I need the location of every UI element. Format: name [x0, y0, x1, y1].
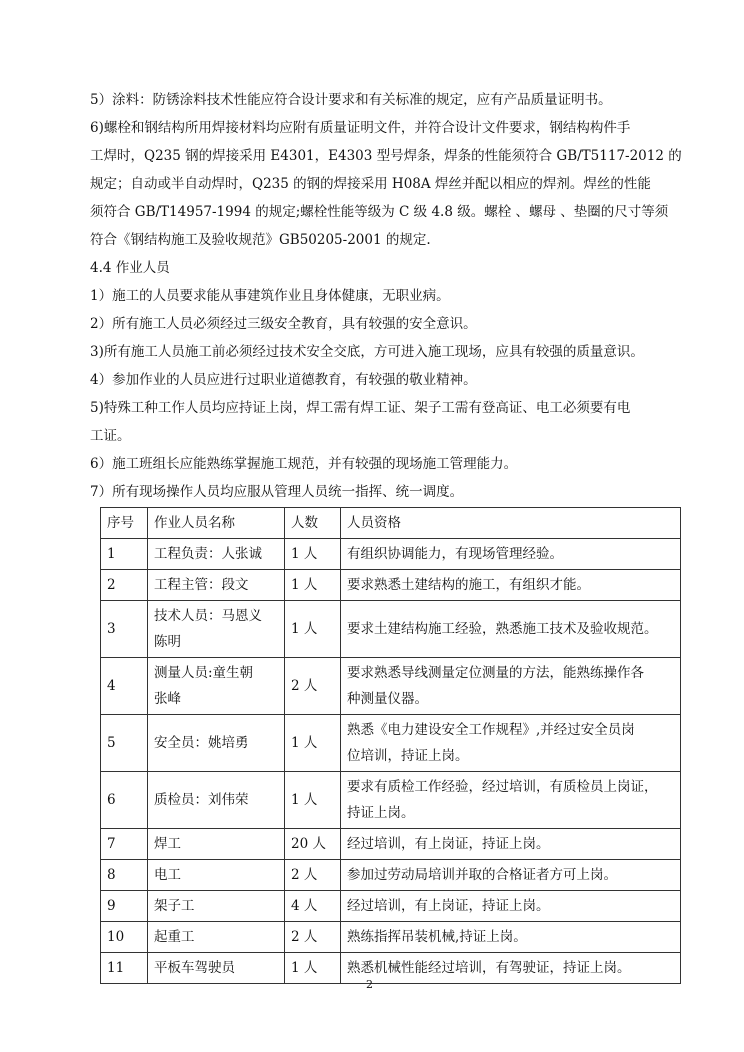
role-name-cell-line: 起重工: [154, 929, 195, 945]
role-name-cell-line: 安全员：姚培勇: [154, 735, 249, 751]
header-cell: 人数: [285, 508, 341, 539]
text-line: 3)所有施工人员施工前必须经过技术安全交底，方可进入施工现场，应具有较强的质量意识。: [90, 344, 644, 360]
paragraph: [90, 340, 700, 368]
headcount-cell: 1 人: [285, 772, 341, 829]
paragraph: [90, 284, 700, 312]
role-name-cell: [148, 601, 285, 658]
paragraph: [90, 452, 700, 480]
text-line: 符合《钢结构施工及验收规范》GB50205-2001 的规定.: [90, 232, 431, 248]
headcount-cell: 1 人: [285, 570, 341, 601]
paragraph: [90, 368, 700, 396]
role-name-cell-line: 工程负责：人张诚: [154, 546, 262, 562]
qualification-cell-line: 位培训，持证上岗。: [347, 748, 469, 764]
headcount-cell: 2 人: [285, 658, 341, 715]
table-row: [101, 829, 681, 860]
text-line: 2）所有施工人员必须经过三级安全教育，具有较强的安全意识。: [90, 316, 477, 332]
headcount-cell: 20 人: [285, 829, 341, 860]
role-name-cell-line: 陈明: [154, 634, 181, 650]
header-cell: 作业人员名称: [148, 508, 285, 539]
qualification-cell: [341, 891, 681, 922]
headcount-cell: 1 人: [285, 539, 341, 570]
qualification-cell: [341, 658, 681, 715]
table-row: [101, 860, 681, 891]
qualification-cell-line: 熟悉《电力建设安全工作规程》,并经过安全员岗: [347, 722, 635, 738]
section-heading: [90, 256, 700, 284]
header-cell: 人员资格: [341, 508, 681, 539]
qualification-cell: [341, 829, 681, 860]
headcount-cell: 1 人: [285, 715, 341, 772]
text-line: 1）施工的人员要求能从事建筑作业且身体健康，无职业病。: [90, 288, 450, 304]
role-name-cell: [148, 715, 285, 772]
row-number-cell: 11: [101, 953, 148, 984]
text-line: 工焊时，Q235 钢的焊接采用 E4301，E4303 型号焊条，焊条的性能须符合 GB/T5117-2012 的: [90, 148, 682, 164]
role-name-cell: [148, 539, 285, 570]
qualification-cell: [341, 772, 681, 829]
qualification-cell: [341, 860, 681, 891]
headcount-cell: 2 人: [285, 860, 341, 891]
qualification-cell-line: 经过培训，有上岗证，持证上岗。: [347, 836, 550, 852]
header-cell: 序号: [101, 508, 148, 539]
qualification-cell-line: 要求土建结构施工经验，熟悉施工技术及验收规范。: [347, 621, 658, 637]
role-name-cell: [148, 570, 285, 601]
headcount-cell: 1 人: [285, 601, 341, 658]
text-line: 4）参加作业的人员应进行过职业道德教育，有较强的敬业精神。: [90, 372, 477, 388]
role-name-cell-line: 电工: [154, 867, 181, 883]
text-line: 7）所有现场操作人员均应服从管理人员统一指挥、统一调度。: [90, 484, 464, 500]
qualification-cell-line: 种测量仪器。: [347, 691, 428, 707]
qualification-cell-line: 要求熟悉土建结构的施工，有组织才能。: [347, 577, 590, 593]
row-number-cell: 3: [101, 601, 148, 658]
role-name-cell: [148, 829, 285, 860]
headcount-cell: 1 人: [285, 953, 341, 984]
role-name-cell-line: 焊工: [154, 836, 181, 852]
role-name-cell-line: 平板车驾驶员: [154, 960, 235, 976]
personnel-table: [100, 507, 681, 984]
role-name-cell: [148, 891, 285, 922]
qualification-cell: [341, 922, 681, 953]
table-row: [101, 891, 681, 922]
text-line: 5)特殊工种工作人员均应持证上岗，焊工需有焊工证、架子工需有登高证、电工必须要有电: [90, 400, 631, 416]
row-number-cell: 2: [101, 570, 148, 601]
text-line: 5）涂料：防锈涂料技术性能应符合设计要求和有关标准的规定，应有产品质量证明书。: [90, 92, 612, 108]
qualification-cell-line: 有组织协调能力，有现场管理经验。: [347, 546, 563, 562]
role-name-cell: [148, 953, 285, 984]
row-number-cell: 5: [101, 715, 148, 772]
text-line: 6)螺栓和钢结构所用焊接材料均应附有质量证明文件，并符合设计文件要求，钢结构构件手: [90, 120, 631, 136]
text-line: 6）施工班组长应能熟练掌握施工规范，并有较强的现场施工管理能力。: [90, 456, 518, 472]
row-number-cell: 7: [101, 829, 148, 860]
headcount-cell: 2 人: [285, 922, 341, 953]
table-row: [101, 570, 681, 601]
qualification-cell-line: 参加过劳动局培训并取的合格证者方可上岗。: [347, 867, 617, 883]
row-number-cell: 9: [101, 891, 148, 922]
qualification-cell: [341, 570, 681, 601]
row-number-cell: 8: [101, 860, 148, 891]
document-body: [90, 88, 700, 508]
paragraph: [90, 116, 700, 256]
role-name-cell-line: 测量人员:童生朝: [154, 665, 254, 681]
table-row: [101, 772, 681, 829]
qualification-cell-line: 熟练指挥吊装机械,持证上岗。: [347, 929, 527, 945]
role-name-cell: [148, 860, 285, 891]
row-number-cell: 4: [101, 658, 148, 715]
paragraph: [90, 88, 700, 116]
row-number-cell: 1: [101, 539, 148, 570]
qualification-cell: [341, 715, 681, 772]
role-name-cell-line: 工程主管：段文: [154, 577, 249, 593]
qualification-cell: [341, 539, 681, 570]
table-row: [101, 658, 681, 715]
table-row: [101, 715, 681, 772]
text-line: 工证。: [90, 428, 131, 444]
qualification-cell-line: 持证上岗。: [347, 805, 415, 821]
paragraph: [90, 312, 700, 340]
table-row: [101, 601, 681, 658]
paragraph: [90, 480, 700, 508]
role-name-cell-line: 技术人员：马恩义: [154, 608, 262, 624]
paragraph: [90, 396, 700, 452]
role-name-cell-line: 架子工: [154, 898, 195, 914]
qualification-cell-line: 熟悉机械性能经过培训，有驾驶证，持证上岗。: [347, 960, 631, 976]
qualification-cell-line: 经过培训，有上岗证，持证上岗。: [347, 898, 550, 914]
table-row: [101, 953, 681, 984]
role-name-cell: [148, 922, 285, 953]
qualification-cell: [341, 953, 681, 984]
qualification-cell-line: 要求熟悉导线测量定位测量的方法，能熟练操作各: [347, 665, 644, 681]
role-name-cell-line: 质检员：刘伟荣: [154, 792, 249, 808]
page-number: 2: [366, 978, 373, 991]
text-line: 4.4 作业人员: [90, 260, 170, 276]
row-number-cell: 6: [101, 772, 148, 829]
text-line: 规定；自动或半自动焊时，Q235 的钢的焊接采用 H08A 焊丝并配以相应的焊剂。焊丝的性能: [90, 176, 651, 192]
qualification-cell: [341, 601, 681, 658]
row-number-cell: 10: [101, 922, 148, 953]
text-line: 须符合 GB/T14957-1994 的规定;螺栓性能等级为 C 级 4.8 级。螺栓 、螺母 、垫圈的尺寸等须: [90, 204, 669, 220]
role-name-cell: [148, 658, 285, 715]
role-name-cell-line: 张峰: [154, 691, 181, 707]
table-row: [101, 922, 681, 953]
headcount-cell: 4 人: [285, 891, 341, 922]
role-name-cell: [148, 772, 285, 829]
table-header-row: [101, 508, 681, 539]
qualification-cell-line: 要求有质检工作经验，经过培训，有质检员上岗证，: [347, 779, 658, 795]
table-row: [101, 539, 681, 570]
